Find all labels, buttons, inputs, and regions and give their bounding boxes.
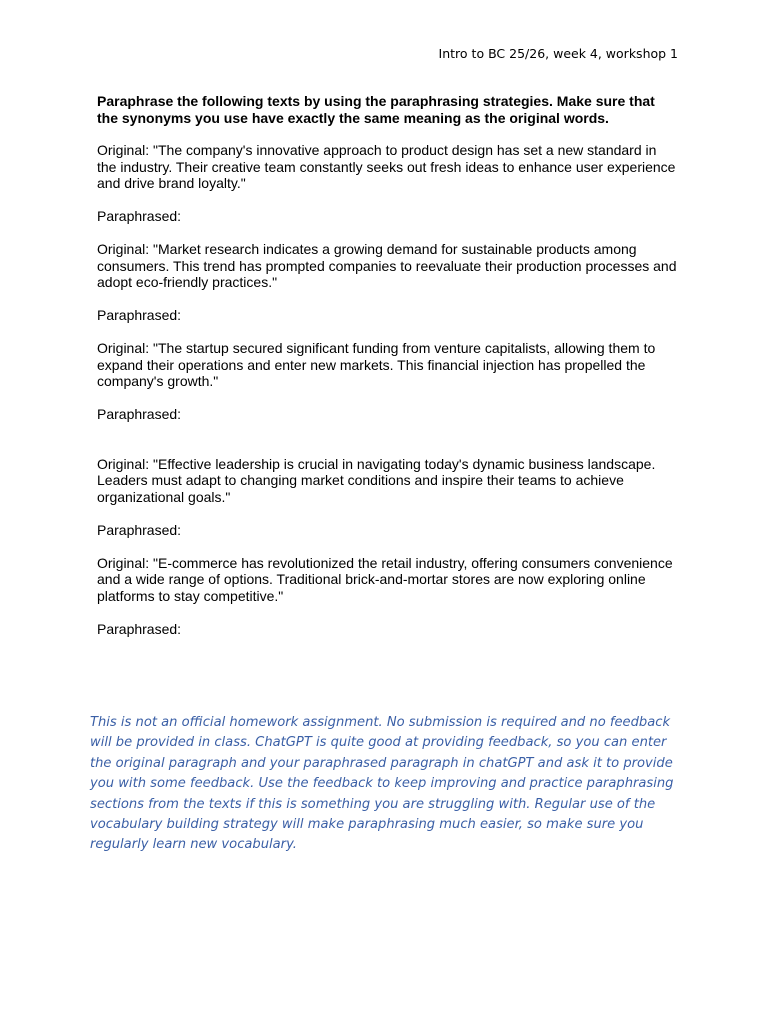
- paraphrased-label-4: Paraphrased:: [97, 521, 182, 538]
- paraphrased-label-5: Paraphrased:: [97, 620, 182, 637]
- paraphrased-label-1: Paraphrased:: [97, 208, 182, 224]
- page-header: Intro to BC 25/26, week 4, workshop 1: [438, 46, 678, 61]
- exercise-body: [97, 93, 677, 654]
- paraphrased-label-3: Paraphrased:: [97, 406, 182, 422]
- original-text-3: Original: "The startup secured significant funding from venture capitalists, allowing them to expand their operations and enter new markets. This financial injection has propelled the company's growth.": [97, 340, 656, 389]
- original-text-4: Original: "Effective leadership is crucial in navigating today's dynamic business landscape. Leaders must adapt to changing market conditions and inspire their teams to achieve organizational goals.": [97, 455, 656, 505]
- original-text-2: Original: "Market research indicates a growing demand for sustainable products among consumers. This trend has prompted companies to reevaluate their production processes and adopt eco-friendly practices.": [97, 241, 677, 290]
- paraphrased-label-2: Paraphrased:: [97, 307, 182, 323]
- original-text-5: Original: "E-commerce has revolutionized the retail industry, offering consumers convenience and a wide range of options. Traditional brick-and-mortar stores are now exploring online platforms to stay competitive.": [97, 554, 673, 604]
- original-text-1: Original: "The company's innovative approach to product design has set a new standard in the industry. Their creative team constantly seeks out fresh ideas to enhance user experience and drive brand loyalty.": [97, 142, 676, 191]
- homework-note: This is not an official homework assignment. No submission is required and no feedback will be provided in class. ChatGPT is quite good at providing feedback, so you can enter the original paragraph and your paraphrased paragraph in chatGPT and ask it to provide you with some feedback. Use the feedback to keep improving and practice paraphrasing sections from the texts if this is something you are struggling with. Regular use of the vocabulary building strategy will make paraphrasing much easier, so make sure you regularly learn new vocabulary.: [90, 715, 674, 853]
- instructions: Paraphrase the following texts by using the paraphrasing strategies. Make sure that the synonyms you use have exactly the same meaning as the original words.: [97, 93, 655, 126]
